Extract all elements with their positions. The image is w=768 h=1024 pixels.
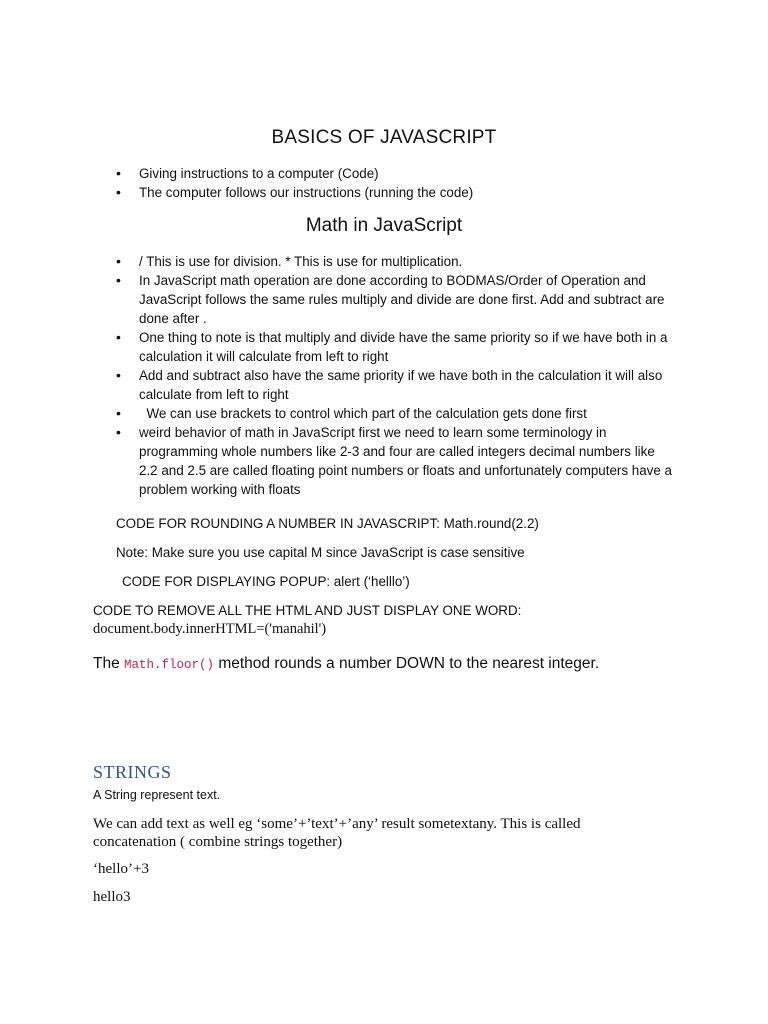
rounding-code-note: CODE FOR ROUNDING A NUMBER IN JAVASCRIPT: Math.round(2.2) bbox=[116, 516, 539, 531]
math-bullet-list bbox=[114, 252, 676, 499]
remove-html-code: document.body.innerHTML=('manahil') bbox=[93, 621, 327, 637]
concatenation-paragraph: We can add text as well eg ‘some’+’text’+’any’ result sometextany. This is called concatenation ( combine strings together) bbox=[93, 816, 581, 850]
intro-bullet-list bbox=[114, 164, 676, 202]
list-item: • weird behavior of math in JavaScript first we need to learn some terminology in programming whole numbers like 2-3 and four are called integers decimal numbers like 2.2 and 2.5 are called floating point numbers or floats and unfortunately computers have a problem working with floats bbox=[114, 423, 676, 499]
list-item: • The computer follows our instructions (running the code) bbox=[114, 183, 676, 202]
math-floor-inline-code: Math.floor() bbox=[124, 658, 215, 672]
floor-prefix: The bbox=[93, 655, 125, 672]
document-title: BASICS OF JAVASCRIPT bbox=[271, 127, 497, 148]
math-section-heading: Math in JavaScript bbox=[305, 215, 463, 236]
remove-html-label: CODE TO REMOVE ALL THE HTML AND JUST DISPLAY ONE WORD: bbox=[93, 603, 522, 618]
list-item: • Giving instructions to a computer (Code) bbox=[114, 164, 676, 183]
list-item: • Add and subtract also have the same priority if we have both in the calculation it will also calculate from left to right bbox=[114, 366, 676, 404]
math-floor-sentence bbox=[93, 653, 599, 676]
list-item: • / This is use for division. * This is use for multiplication. bbox=[114, 252, 676, 271]
list-item: • In JavaScript math operation are done according to BODMAS/Order of Operation and JavaScript follows the same rules multiply and divide are done first. Add and subtract are done after . bbox=[114, 271, 676, 328]
floor-suffix: method rounds a number DOWN to the nearest integer. bbox=[214, 655, 600, 672]
popup-code-note: CODE FOR DISPLAYING POPUP: alert (‘helllo’) bbox=[122, 574, 410, 589]
case-sensitive-note: Note: Make sure you use capital M since JavaScript is case sensitive bbox=[116, 545, 525, 560]
list-item: • We can use brackets to control which part of the calculation gets done first bbox=[114, 404, 676, 423]
string-example-expression: ‘hello’+3 bbox=[93, 861, 149, 877]
string-example-result: hello3 bbox=[93, 889, 131, 905]
list-item: • One thing to note is that multiply and divide have the same priority so if we have both in a calculation it will calculate from left to right bbox=[114, 328, 676, 366]
strings-description: A String represent text. bbox=[93, 788, 221, 802]
strings-section-heading: STRINGS bbox=[93, 762, 172, 782]
